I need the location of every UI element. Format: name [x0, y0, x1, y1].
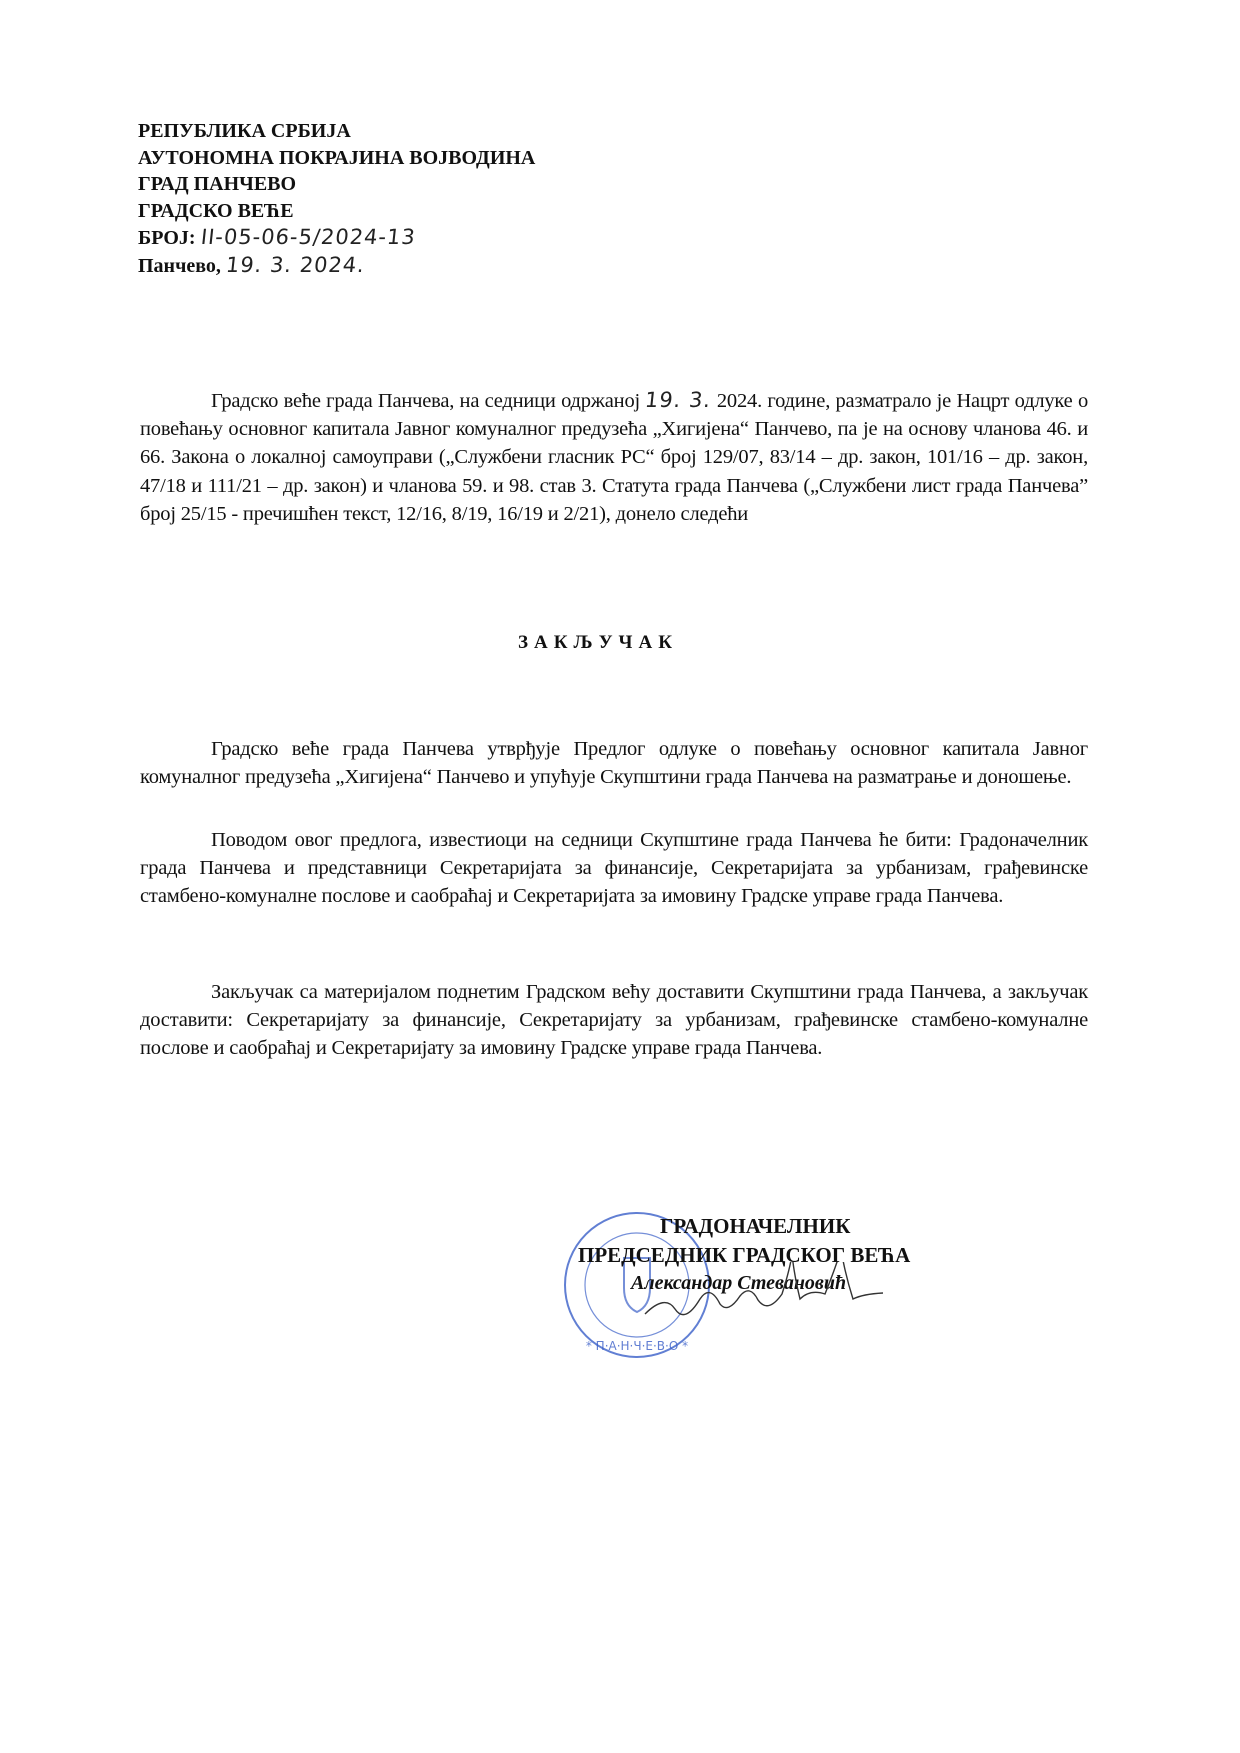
intro-paragraph [140, 386, 1088, 528]
number-value-handwritten: II-05-06-5/2024-13 [199, 225, 417, 249]
paragraph-text: Поводом овог предлога, известиоци на седници Скупштине града Панчева ће бити: Градоначелник града Панчева и представници Секретаријата за финансије, Секретаријата за урбанизам, грађевинске стамбено-комуналне послове и саобраћај и Секретаријата за имовину Градске управе града Панчева. [140, 829, 1088, 908]
header-number [138, 224, 535, 252]
document-header [138, 118, 535, 279]
paragraph-text: Закључак са материјалом поднетим Градском већу доставити Скупштини града Панчева, а закључак доставити: Секретаријату за финансије, Секретаријату за урбанизам, грађевинске стамбено-комуналне послове и саобраћај и Секретаријату за имовину Градске управе града Панчева. [140, 981, 1088, 1060]
intro-text-1: Градско веће града Панчева, на седници одржаној [211, 390, 646, 412]
handwritten-signature [640, 1262, 930, 1332]
header-council: ГРАДСКО ВЕЋЕ [138, 199, 294, 222]
header-place-date [138, 252, 535, 280]
conclusion-paragraph-3 [140, 978, 1088, 1063]
svg-text:* П·А·Н·Ч·Е·В·О *: * П·А·Н·Ч·Е·В·О * [585, 1339, 689, 1353]
header-republic: РЕПУБЛИКА СРБИЈА [138, 120, 351, 142]
conclusion-paragraph-2 [140, 826, 1088, 911]
document-title: ЗАКЉУЧАК [518, 632, 678, 653]
session-date-handwritten: 19. 3. [644, 388, 713, 412]
header-province: АУТОНОМНА ПОКРАЈИНА ВОЈВОДИНА [138, 146, 536, 169]
date-value-handwritten: 19. 3. 2024. [224, 252, 367, 277]
signature-title-president: ПРЕДСЕДНИК ГРАДСКОГ ВЕЋА [578, 1243, 911, 1267]
header-city: ГРАД ПАНЧЕВО [138, 173, 297, 195]
intro-text-2: 2024. године, разматрало је Нацрт одлуке о повећању основног капитала Јавног комуналног предузећа „Хигијена“ Панчево, па је на основу чланова 46. и 66. Закона о локалној самоуправи („Службени гласник РС“ број 129/07, 83/14 – др. закон, 101/16 – др. закон, 47/18 и 111/21 – др. закон) и чланова 59. и 98. став 3. Статута града Панчева („Службени лист града Панчева” број 25/15 - пречишћен текст, 12/16, 8/19, 16/19 и 2/21), донело следећи [140, 390, 1088, 525]
conclusion-paragraph-1 [140, 735, 1088, 791]
signatory-name: Александар Стевановић [631, 1272, 847, 1294]
number-label: БРОЈ: [138, 227, 196, 249]
paragraph-text: Градско веће града Панчева утврђује Предлог одлуке о повећању основног капитала Јавног комуналног предузећа „Хигијена“ Панчево и упућује Скупштини града Панчева на разматрање и доношење. [140, 738, 1088, 789]
signature-title-mayor: ГРАДОНАЧЕЛНИК [660, 1214, 851, 1238]
place-label: Панчево, [138, 254, 221, 277]
